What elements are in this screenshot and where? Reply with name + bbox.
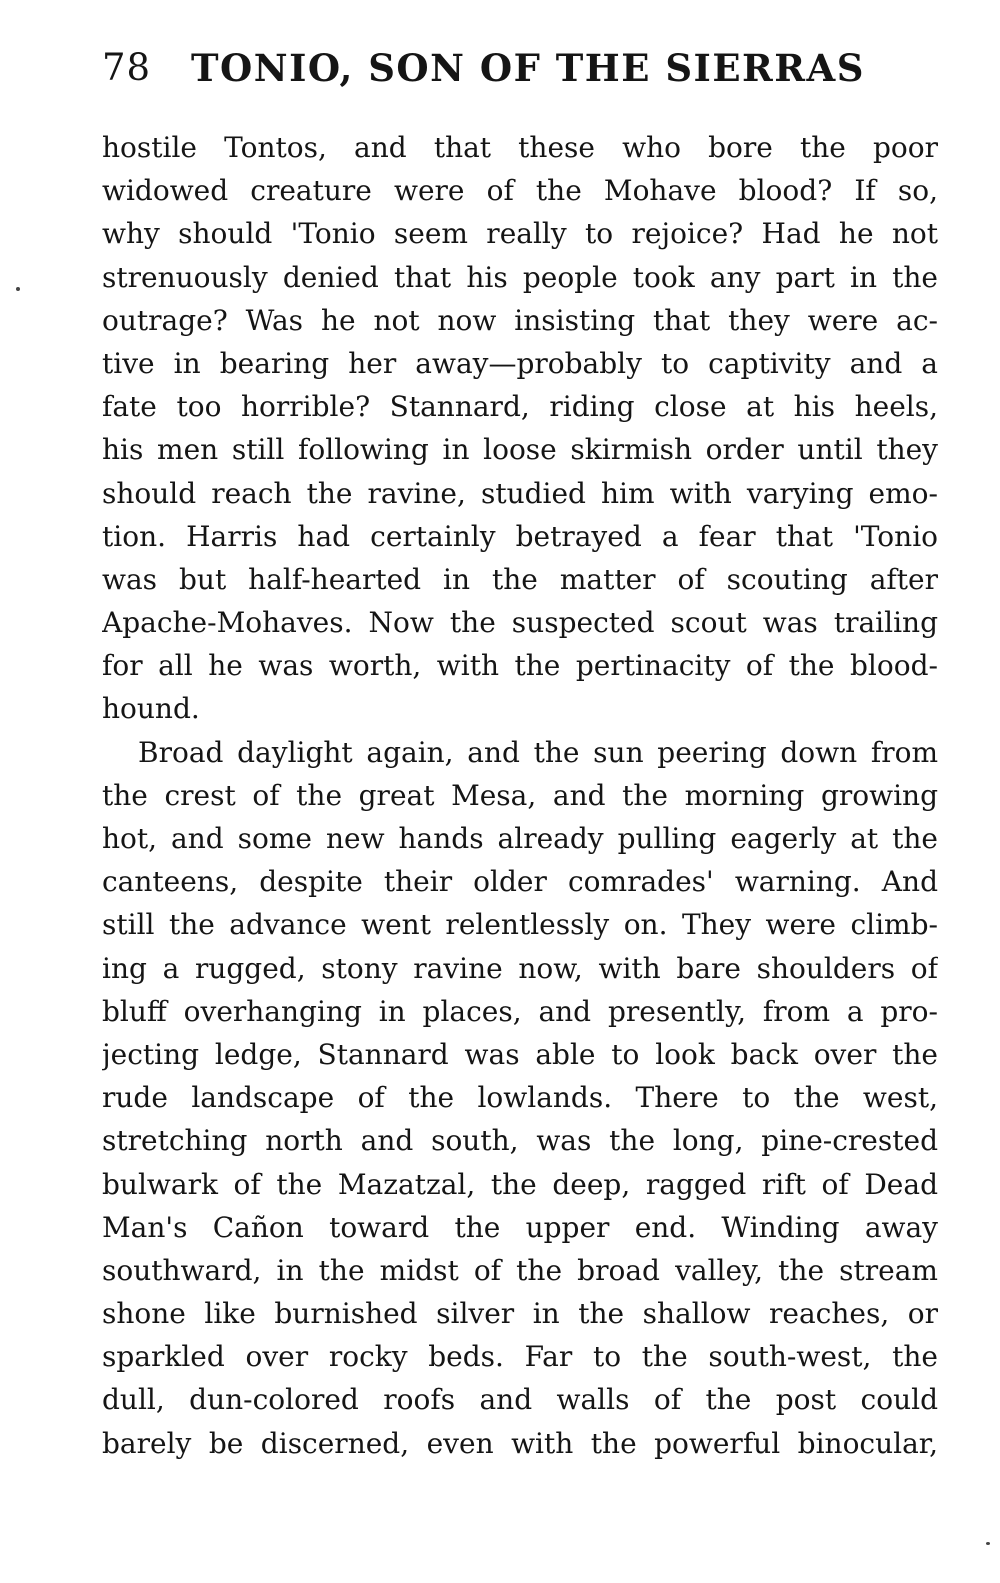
text-line: still the advance went relentlessly on. They were climb- — [102, 908, 938, 942]
text-line: southward, in the midst of the broad valley, the stream — [102, 1253, 938, 1287]
text-line: bluff overhanging in places, and presently, from a pro- — [102, 994, 938, 1028]
text-line: hound. — [102, 692, 200, 726]
paragraph-1 — [102, 126, 938, 731]
text-line: fate too horrible? Stannard, riding close at his heels, — [102, 390, 938, 424]
body-text — [102, 126, 938, 1465]
text-line: outrage? Was he not now insisting that they were ac- — [102, 303, 938, 337]
text-line: rude landscape of the lowlands. There to the west, — [102, 1081, 938, 1115]
text-line: was but half-hearted in the matter of scouting after — [102, 562, 938, 596]
text-line: tive in bearing her away—probably to captivity and a — [102, 346, 938, 380]
text-line: bulwark of the Mazatzal, the deep, ragged rift of Dead — [102, 1167, 938, 1201]
text-line: hot, and some new hands already pulling eagerly at the — [102, 822, 938, 855]
text-line: jecting ledge, Stannard was able to look back over the — [102, 1037, 938, 1071]
text-line: should reach the ravine, studied him with varying emo- — [102, 476, 938, 510]
text-line: tion. Harris had certainly betrayed a fear that 'Tonio — [102, 519, 938, 553]
text-line: Man's Cañon toward the upper end. Winding away — [102, 1210, 938, 1244]
text-line: dull, dun-colored roofs and walls of the post could — [102, 1383, 938, 1417]
text-line: shone like burnished silver in the shallow reaches, or — [102, 1297, 938, 1331]
page-header — [102, 42, 882, 94]
text-line: canteens, despite their older comrades' warning. And — [102, 865, 938, 899]
text-line: strenuously denied that his people took any part in the — [102, 260, 938, 294]
page-number: 78 — [102, 46, 152, 89]
scan-speck — [16, 287, 20, 291]
scan-speck — [986, 1542, 990, 1545]
running-title: TONIO, SON OF THE SIERRAS — [191, 46, 865, 90]
text-line: Apache-Mohaves. Now the suspected scout was trailing — [102, 606, 938, 640]
text-line: sparkled over rocky beds. Far to the south-west, the — [102, 1340, 938, 1374]
paragraph-2 — [102, 731, 938, 1465]
text-line: ing a rugged, stony ravine now, with bare shoulders of — [102, 951, 938, 985]
text-line: hostile Tontos, and that these who bore the poor — [102, 131, 938, 164]
text-line: why should 'Tonio seem really to rejoice? Had he not — [102, 217, 938, 251]
text-line: barely be discerned, even with the powerful binocular, — [102, 1426, 938, 1460]
text-line: Broad daylight again, and the sun peering down from — [138, 735, 938, 769]
text-line: his men still following in loose skirmish order until they — [102, 433, 938, 467]
text-line: the crest of the great Mesa, and the morning growing — [102, 778, 938, 812]
text-line: widowed creature were of the Mohave blood? If so, — [102, 174, 938, 208]
text-line: for all he was worth, with the pertinacity of the blood- — [102, 649, 938, 683]
text-line: stretching north and south, was the long, pine-crested — [102, 1124, 938, 1158]
